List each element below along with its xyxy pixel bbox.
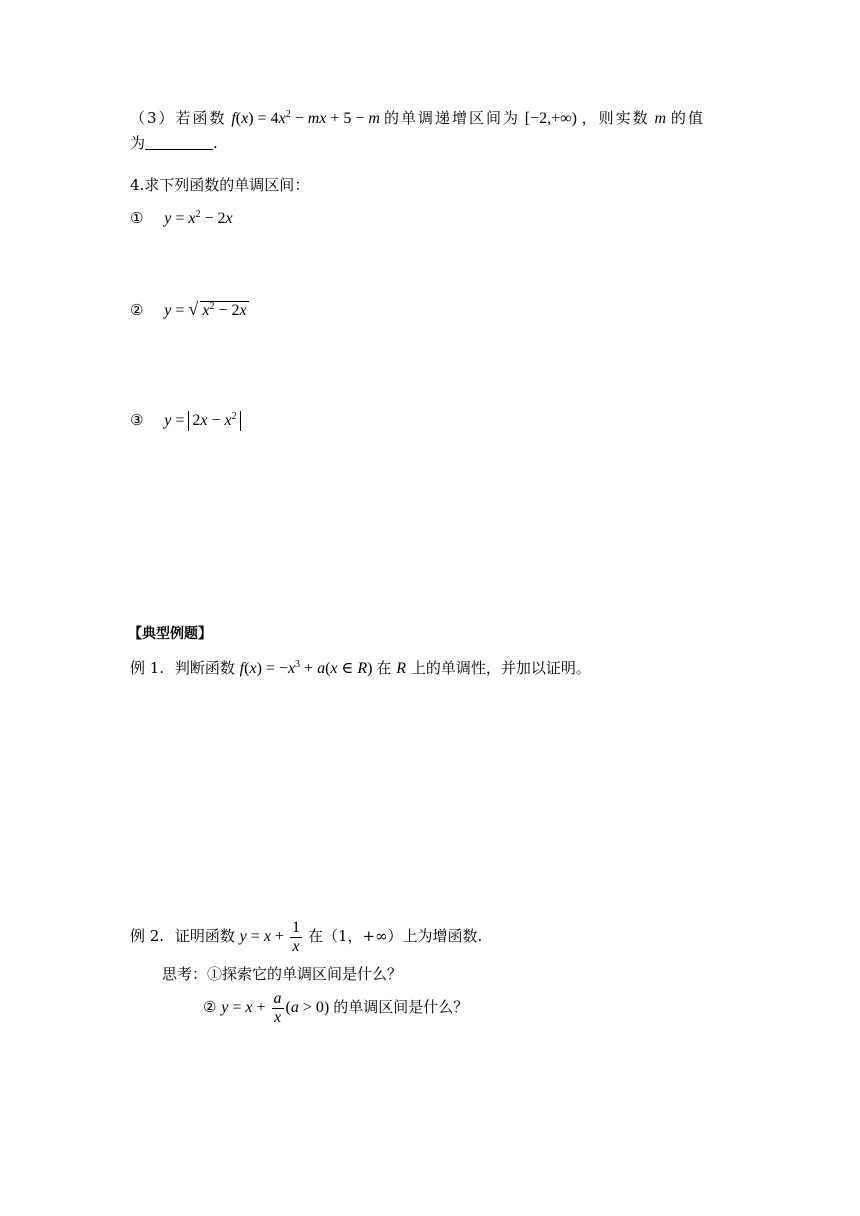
answer-blank[interactable] — [145, 135, 213, 150]
q3-middle: 的单调递增区间为 — [383, 109, 520, 127]
example-2 — [130, 916, 482, 957]
example-2-pre: 证明函数 — [174, 927, 235, 945]
q4-item-2 — [130, 300, 249, 321]
q3-line2 — [130, 133, 218, 153]
example-2-function: y = x + $\frac{1}{x}$ — [239, 918, 300, 955]
example-1-post: 上的单调性，并加以证明。 — [410, 659, 591, 677]
think-line-1 — [162, 964, 402, 984]
think-line-2 — [203, 987, 468, 1028]
q4-item-1-marker: ① — [130, 209, 144, 227]
example-2-post: 在（1，+∞）上为增函数. — [307, 927, 483, 945]
q4-item-2-expr: y = √ $x^2 - 2x$ — [164, 299, 247, 319]
q4-item-2-marker: ② — [130, 301, 144, 319]
think-item-1: ①探索它的单调区间是什么？ — [207, 965, 403, 983]
q4-item-3 — [130, 410, 241, 431]
q3-end: 的值 — [670, 109, 705, 127]
q3-line2-start: 为 — [130, 134, 146, 152]
q3-line2-end: . — [213, 134, 218, 152]
example-1-function: $f(x) = -x^3 + a(x$ ∈ R) — [239, 659, 377, 677]
q3-line1 — [130, 108, 730, 129]
q4-item-1-expr: $y = x^2 - 2x$ — [164, 209, 233, 227]
example-1-set: R — [396, 660, 407, 677]
example-1-mid: 在 — [376, 659, 392, 677]
example-2-label: 例 2. — [130, 927, 165, 945]
think-item-2-function: y = x + $\frac{a}{x}$ (a > 0) — [221, 989, 334, 1026]
think-label: 思考： — [162, 965, 208, 983]
q4-item-1 — [130, 208, 233, 229]
section-heading: 【典型例题】 — [128, 626, 212, 642]
q3-prefix: （3）若函数 — [130, 109, 227, 127]
example-1-pre: 判断函数 — [174, 659, 235, 677]
example-1 — [130, 658, 591, 679]
think-item-2-marker: ② — [203, 998, 217, 1016]
q4-title: 4.求下列函数的单调区间： — [130, 176, 310, 194]
q4-item-3-marker: ③ — [130, 411, 144, 429]
q3-suffix: ，则实数 — [581, 109, 650, 127]
think-item-2-post: 的单调区间是什么？ — [333, 998, 469, 1016]
q3-function: $f(x) = 4x^2$ − mx + 5 − m — [231, 109, 380, 127]
q4-item-3-expr: $y = 2x - x^2$ — [164, 412, 240, 429]
q3-var: m — [654, 110, 667, 127]
example-1-label: 例 1. — [130, 659, 165, 677]
q3-interval: [−2,+∞) — [524, 110, 577, 127]
